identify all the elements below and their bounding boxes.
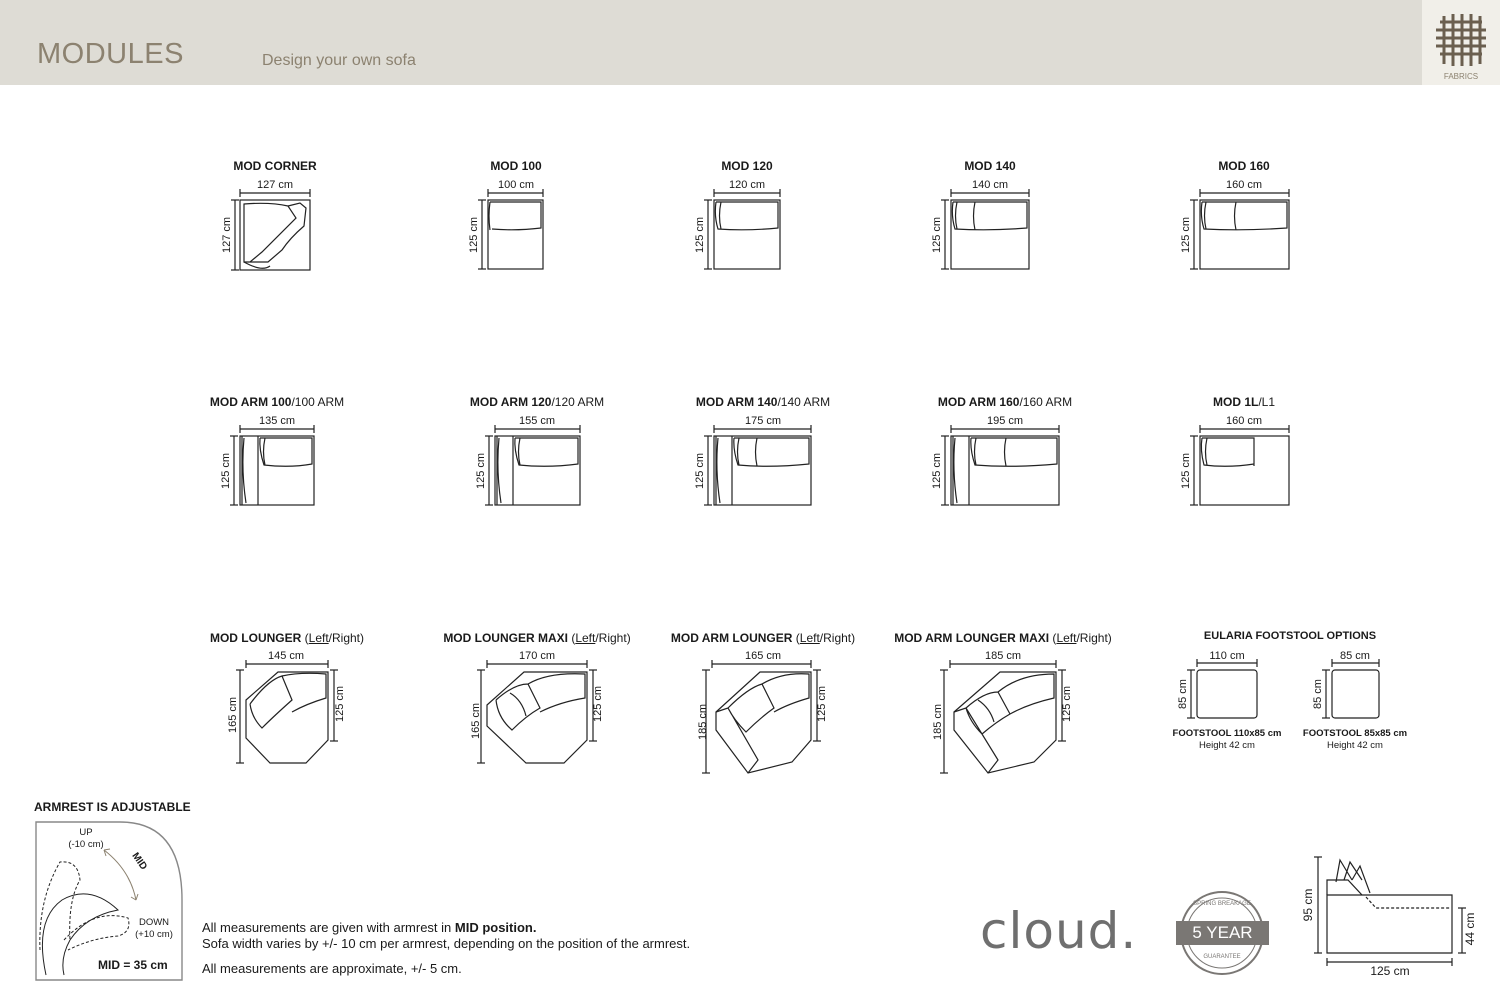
depth-label: 125 cm (334, 685, 346, 723)
width-label: 170 cm (518, 650, 556, 662)
side-depth-label: 125 cm (1370, 964, 1410, 978)
page-subtitle: Design your own sofa (262, 52, 416, 69)
depth-label: 125 cm (468, 216, 480, 254)
width-label: 140 cm (971, 179, 1009, 191)
width-label: 160 cm (1225, 179, 1263, 191)
depth-label: 85 cm (1312, 679, 1324, 709)
armrest-heading: ARMREST IS ADJUSTABLE (34, 800, 191, 814)
module-title: MOD ARM 140/140 ARM (695, 395, 831, 409)
footstool-110-drawing (1187, 659, 1257, 718)
page-title: MODULES (37, 38, 184, 70)
mod-140-drawing (941, 189, 1029, 269)
side-view-drawing (1314, 857, 1466, 966)
width-label: 165 cm (744, 650, 782, 662)
width-label: 160 cm (1225, 415, 1263, 427)
depth-label: 165 cm (470, 702, 482, 740)
footstool-name: FOOTSTOOL 85x85 cm (1302, 728, 1408, 739)
depth-label: 185 cm (932, 703, 944, 741)
depth-label: 125 cm (592, 685, 604, 723)
depth-label: 125 cm (694, 216, 706, 254)
width-label: 145 cm (267, 650, 305, 662)
depth-label: 125 cm (1180, 452, 1192, 490)
mod-arm-100-drawing (230, 425, 314, 505)
fabrics-label: FABRICS (1443, 72, 1479, 81)
depth-label: 125 cm (931, 452, 943, 490)
module-title: MOD 120 (721, 159, 773, 173)
armrest-up: UP (79, 827, 93, 838)
mod-arm-lounger-maxi-drawing (940, 660, 1066, 773)
mod-100-drawing (478, 189, 543, 269)
module-title: MOD LOUNGER (Left/Right) (209, 631, 365, 645)
module-title: MOD ARM LOUNGER MAXI (Left/Right) (894, 631, 1112, 645)
depth-label: 165 cm (227, 696, 239, 734)
armrest-down: DOWN (138, 917, 170, 928)
module-title: MOD 160 (1218, 159, 1270, 173)
mod-corner-drawing (231, 189, 310, 270)
depth-label: 185 cm (697, 703, 709, 741)
badge-bottom-text: GUARANTEE (1203, 954, 1241, 960)
depth-label: 125 cm (1180, 216, 1192, 254)
mod-120-drawing (704, 189, 780, 269)
footstool-height: Height 42 cm (1199, 740, 1255, 751)
mod-lounger-maxi-drawing (477, 660, 597, 763)
depth-label: 125 cm (931, 216, 943, 254)
armrest-mid-value: MID = 35 cm (98, 958, 168, 972)
depth-label: 125 cm (220, 452, 232, 490)
depth-label: 125 cm (694, 452, 706, 490)
width-label: 100 cm (497, 179, 535, 191)
cloud-logo: cloud. (980, 902, 1138, 960)
module-title: MOD 1L/L1 (1212, 395, 1276, 409)
mod-arm-lounger-drawing (702, 660, 821, 773)
module-title: MOD 100 (490, 159, 542, 173)
armrest-up-value: (-10 cm) (68, 839, 104, 850)
badge-main-text: 5 YEAR (1192, 923, 1253, 942)
depth-label: 125 cm (816, 685, 828, 723)
badge-top-text: SPRING BREAKAGE (1193, 901, 1251, 907)
depth-label: 125 cm (1061, 685, 1073, 723)
armrest-down-value: (+10 cm) (135, 929, 173, 940)
note-line-3: All measurements are approximate, +/- 5 cm. (202, 961, 462, 976)
note-line-1: All measurements are given with armrest in MID position. (202, 920, 537, 935)
module-title: MOD 140 (964, 159, 1016, 173)
mod-arm-160-drawing (941, 425, 1059, 505)
width-label: 85 cm (1340, 650, 1370, 662)
mod-lounger-drawing (236, 660, 338, 763)
width-label: 195 cm (986, 415, 1024, 427)
armrest-mid: MID (129, 850, 149, 873)
width-label: 127 cm (256, 179, 294, 191)
width-label: 185 cm (984, 650, 1022, 662)
mod-1l-drawing (1190, 425, 1289, 505)
width-label: 135 cm (258, 415, 296, 427)
module-title: MOD ARM LOUNGER (Left/Right) (670, 631, 856, 645)
width-label: 175 cm (744, 415, 782, 427)
module-title: MOD ARM 100/100 ARM (209, 395, 345, 409)
note-line-2: Sofa width varies by +/- 10 cm per armrest, depending on the position of the armrest. (202, 936, 691, 951)
armrest-shapes (40, 849, 138, 975)
footstool-name: FOOTSTOOL 110x85 cm (1172, 728, 1282, 739)
side-height-label: 95 cm (1301, 888, 1315, 922)
width-label: 155 cm (518, 415, 556, 427)
width-label: 110 cm (1209, 650, 1245, 662)
footstool-height: Height 42 cm (1327, 740, 1383, 751)
depth-label: 85 cm (1177, 679, 1189, 709)
mod-arm-120-drawing (485, 425, 580, 505)
module-title: MOD ARM 160/160 ARM (937, 395, 1073, 409)
width-label: 120 cm (728, 179, 766, 191)
footstool-85-drawing (1322, 659, 1379, 718)
footstool-heading: EULARIA FOOTSTOOL OPTIONS (1203, 630, 1377, 642)
depth-label: 125 cm (475, 452, 487, 490)
mod-160-drawing (1190, 189, 1289, 269)
module-title: MOD LOUNGER MAXI (Left/Right) (443, 631, 631, 645)
depth-label: 127 cm (221, 216, 233, 254)
mod-arm-140-drawing (704, 425, 811, 505)
module-title: MOD ARM 120/120 ARM (469, 395, 605, 409)
side-seat-height-label: 44 cm (1463, 912, 1477, 946)
module-title: MOD CORNER (233, 159, 317, 173)
